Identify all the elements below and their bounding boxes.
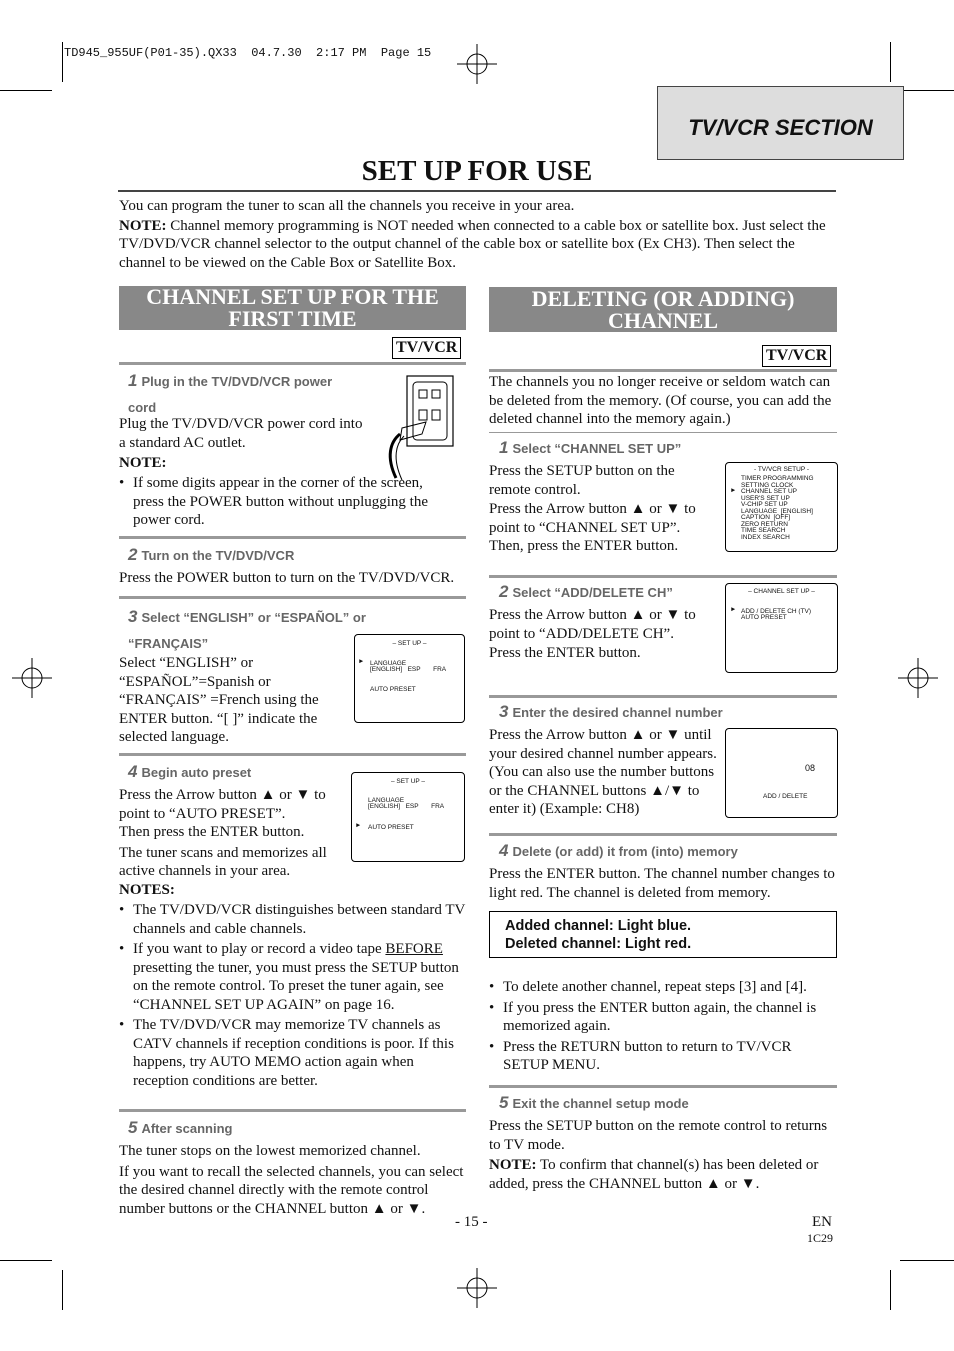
intro-note xyxy=(119,217,839,273)
print-code: 1C29 xyxy=(807,1231,834,1245)
screen-item: LANGUAGE xyxy=(370,660,407,667)
screen-item: TIMER PROGRAMMING xyxy=(741,475,814,482)
r-step2-text xyxy=(489,606,714,663)
screen-item: ADD / DELETE xyxy=(763,793,808,800)
list-item xyxy=(119,940,469,1014)
step1-note-list xyxy=(119,474,439,530)
intro-text xyxy=(119,197,839,272)
list-item: • To delete another channel, repeat steps [3] and [4]. xyxy=(489,978,839,997)
r-step2-paragraph: Press the ENTER button. xyxy=(489,645,641,661)
channel-setup-screen xyxy=(725,583,838,673)
right-banner-line1: DELETING (OR ADDING) xyxy=(531,286,795,311)
note-text: To confirm that channel(s) has been deleted or added, press the CHANNEL button ▲ or ▼. xyxy=(489,1157,819,1192)
step1-note-label: NOTE: xyxy=(119,455,167,471)
registration-mark-icon xyxy=(457,1268,497,1308)
step-rule xyxy=(489,1085,837,1088)
tvvcr-tag: TV/VCR xyxy=(392,337,461,359)
screen-title: – SET UP – xyxy=(392,640,427,647)
tvvcr-tag: TV/VCR xyxy=(762,345,831,367)
step-number: 3 xyxy=(499,702,509,721)
left-banner-line1: CHANNEL SET UP FOR THE xyxy=(146,284,439,309)
step-heading-text: Select “CHANNEL SET UP” xyxy=(512,441,682,456)
r-step1-paragraph: Press the SETUP button on the remote control. xyxy=(489,463,675,498)
crop-mark xyxy=(890,1270,891,1310)
power-outlet-icon xyxy=(382,372,462,482)
screen-item: AUTO PRESET xyxy=(368,824,414,831)
right-banner-line2: CHANNEL xyxy=(607,308,718,333)
color-legend-box xyxy=(489,911,837,958)
step-number: 5 xyxy=(499,1093,509,1112)
screen-cursor-icon: ► xyxy=(730,606,737,613)
step-number: 3 xyxy=(128,607,138,626)
r-step1-heading xyxy=(499,438,681,458)
r-step5-note xyxy=(489,1156,839,1193)
registration-mark-icon xyxy=(898,658,938,698)
crop-mark xyxy=(0,90,52,91)
step4-paragraph: Press the Arrow button ▲ or ▼ to point to “AUTO PRESET”. xyxy=(119,787,326,822)
intro-rule xyxy=(489,432,837,433)
screen-cursor-icon: ► xyxy=(358,658,365,665)
section-tab xyxy=(657,86,904,160)
note-emphasis: BEFORE xyxy=(385,941,443,957)
crop-mark xyxy=(890,42,891,82)
step-rule xyxy=(119,596,466,599)
screen-item: LANGUAGE [ENGLISH] xyxy=(741,507,813,515)
screen-item: [ENGLISH] ESP FRA xyxy=(368,803,445,810)
step5-heading xyxy=(128,1118,232,1138)
crop-mark xyxy=(0,1260,52,1261)
screen-cursor-icon: ► xyxy=(355,822,362,829)
step-number: 2 xyxy=(128,545,138,564)
r-step5-paragraph: Press the SETUP button on the remote control to returns to TV mode. xyxy=(489,1118,828,1153)
step-rule xyxy=(489,833,837,836)
step-rule xyxy=(119,753,466,756)
note-text: presetting the tuner, you must press the SETUP button on the remote control. To preset the tuner again, see “CHANNEL SET UP AGAIN” on page 16. xyxy=(133,959,459,1013)
step-heading-text: Plug in the TV/DVD/VCR power xyxy=(141,374,333,389)
step-rule xyxy=(119,536,466,539)
intro-paragraph: You can program the tuner to scan all the channels you receive in your area. xyxy=(119,198,575,214)
right-section-banner xyxy=(489,287,837,332)
right-intro: The channels you no longer receive or seldom watch can be deleted from the memory. (Of course, you can add the deleted channel into the memory again.) xyxy=(489,374,832,427)
r-step1-paragraph: Press the Arrow button ▲ or ▼ to point to “CHANNEL SET UP”. Then, press the ENTER button. xyxy=(489,501,696,554)
language-code: EN xyxy=(812,1214,832,1230)
list-item: • If some digits appear in the corner of the screen, press the POWER button without unplugging the power cord. xyxy=(119,474,439,530)
legend-deleted: Deleted channel: Light red. xyxy=(505,936,692,952)
add-delete-screen xyxy=(725,728,838,818)
r-step2-heading xyxy=(499,582,673,602)
note-label: NOTE: xyxy=(119,217,167,234)
step1-text: Plug the TV/DVD/VCR power cord into a standard AC outlet. xyxy=(119,416,363,451)
screen-item: USER'S SET UP xyxy=(741,494,790,502)
screen-cursor-icon: ► xyxy=(730,487,737,494)
screen-item: TIME SEARCH xyxy=(741,527,786,534)
screen-item: AUTO PRESET xyxy=(370,686,416,693)
crop-mark xyxy=(62,1270,63,1310)
title-rule xyxy=(118,190,836,192)
step1-heading xyxy=(128,368,378,421)
step-heading-text: After scanning xyxy=(141,1121,233,1136)
step-number: 2 xyxy=(499,582,509,601)
step-rule xyxy=(489,369,837,372)
left-section-banner xyxy=(119,286,466,330)
step5-paragraph: The tuner stops on the lowest memorized channel. xyxy=(119,1143,421,1159)
step-number: 1 xyxy=(128,371,138,390)
r-step1-text xyxy=(489,462,714,556)
r-step2-paragraph: Press the Arrow button ▲ or ▼ to point to “ADD/DELETE CH”. xyxy=(489,607,696,642)
left-banner-line2: FIRST TIME xyxy=(228,306,357,331)
registration-mark-icon xyxy=(12,658,52,698)
step-heading-text: Select “ENGLISH” or “ESPAÑOL” or xyxy=(141,610,366,625)
step-heading-text: “FRANÇAIS” xyxy=(128,636,209,651)
crop-mark xyxy=(62,42,63,82)
step-number: 4 xyxy=(499,841,509,860)
step-rule xyxy=(489,575,837,578)
r-step5-heading xyxy=(499,1093,689,1113)
step-heading-text: Select “ADD/DELETE CH” xyxy=(512,585,673,600)
step-heading-text: Delete (or add) it from (into) memory xyxy=(512,844,738,859)
r-step3-text: Press the Arrow button ▲ or ▼ until your desired channel number appears. (You can also use the number buttons or the CHANNEL buttons ▲/▼ to enter it) (Example: CH8) xyxy=(489,727,717,817)
crop-mark xyxy=(900,90,954,91)
step-heading-text: Enter the desired channel number xyxy=(512,705,723,720)
note-text: Channel memory programming is NOT needed when connected to a cable box or satellite box. Just select the TV/DVD/VCR channel selector to the output channel of the cable box or satellite box (Ex CH3). Then select the channel to be viewed on the Cable Box or Satellite Box. xyxy=(119,217,826,271)
step-heading-text: Begin auto preset xyxy=(141,765,252,780)
step3-text: Select “ENGLISH” or “ESPAÑOL”=Spanish or “FRANÇAIS” =French using the ENTER button. “[ ]” indicate the selected language. xyxy=(119,655,319,745)
setup-screen-autopreset xyxy=(351,772,465,862)
screen-title: – SET UP – xyxy=(390,778,426,785)
step4-notes-label: NOTES: xyxy=(119,882,175,898)
step-rule xyxy=(119,1109,466,1112)
step4-paragraph: Then press the ENTER button. xyxy=(119,824,305,840)
step5-paragraph: If you want to recall the selected channels, you can select the desired channel directly with the remote control number buttons or the CHANNEL button ▲ or ▼. xyxy=(119,1163,464,1217)
screen-title: – CHANNEL SET UP – xyxy=(748,588,815,595)
screen-item: V-CHIP SET UP xyxy=(741,501,788,508)
page-title: SET UP FOR USE xyxy=(361,155,593,187)
screen-item: INDEX SEARCH xyxy=(741,533,790,541)
step-heading-text: cord xyxy=(128,400,157,415)
note-text: If you want to play or record a video tape xyxy=(133,941,386,957)
tvvcr-setup-screen xyxy=(725,462,838,552)
screen-item: LANGUAGE xyxy=(368,797,405,804)
list-item: • Press the RETURN button to return to TV/VCR SETUP MENU. xyxy=(489,1038,839,1075)
screen-item: ADD / DELETE CH (TV) xyxy=(741,608,812,615)
step4-notes-list xyxy=(119,901,469,1090)
screen-item: ZERO RETURN xyxy=(741,520,788,528)
channel-number: 08 xyxy=(805,763,816,773)
page-number: - 15 - xyxy=(455,1214,488,1230)
screen-item: CAPTION [OFF] xyxy=(741,514,791,521)
r-step4-bullets xyxy=(489,978,839,1075)
screen-item: AUTO PRESET xyxy=(741,614,787,621)
r-step4-text: Press the ENTER button. The channel number changes to light red. The channel is deleted from memory. xyxy=(489,866,835,901)
r-step5-text xyxy=(489,1117,839,1193)
setup-screen-language xyxy=(354,634,465,723)
screen-item: SETTING CLOCK xyxy=(741,481,794,489)
step-number: 4 xyxy=(128,762,138,781)
screen-item: CHANNEL SET UP xyxy=(741,488,797,495)
screen-item: [ENGLISH] ESP FRA xyxy=(370,666,447,673)
r-step4-heading xyxy=(499,841,738,861)
step-rule xyxy=(119,362,466,365)
list-item: • If you press the ENTER button again, the channel is memorized again. xyxy=(489,999,839,1036)
list-item: • The TV/DVD/VCR may memorize TV channels as CATV channels if reception conditions is poor. If this happens, try AUTO MEMO action again when reception conditions are better. xyxy=(119,1016,469,1090)
step4-heading xyxy=(128,762,251,782)
step2-heading xyxy=(128,545,294,565)
step5-text xyxy=(119,1142,469,1218)
step-heading-text: Exit the channel setup mode xyxy=(512,1096,689,1111)
r-step3-heading xyxy=(499,702,723,722)
crop-mark xyxy=(900,1260,954,1261)
step2-text: Press the POWER button to turn on the TV/DVD/VCR. xyxy=(119,570,455,586)
list-item: • The TV/DVD/VCR distinguishes between standard TV channels and cable channels. xyxy=(119,901,469,938)
step-number: 5 xyxy=(128,1118,138,1137)
step-number: 1 xyxy=(499,438,509,457)
note-label: NOTE: xyxy=(489,1157,537,1173)
registration-mark-icon xyxy=(457,44,497,84)
print-header: TD945_955UF(P01-35).QX33 04.7.30 2:17 PM Page 15 xyxy=(64,46,432,60)
legend-added: Added channel: Light blue. xyxy=(505,918,692,934)
section-tab-label: TV/VCR SECTION xyxy=(688,115,873,140)
step3-heading xyxy=(128,604,366,657)
step-heading-text: Turn on the TV/DVD/VCR xyxy=(141,548,295,563)
step4-text xyxy=(119,786,351,881)
step-rule xyxy=(489,695,837,698)
screen-title: - TV/VCR SETUP - xyxy=(753,466,810,473)
step4-paragraph: The tuner scans and memorizes all active channels in your area. xyxy=(119,844,327,879)
